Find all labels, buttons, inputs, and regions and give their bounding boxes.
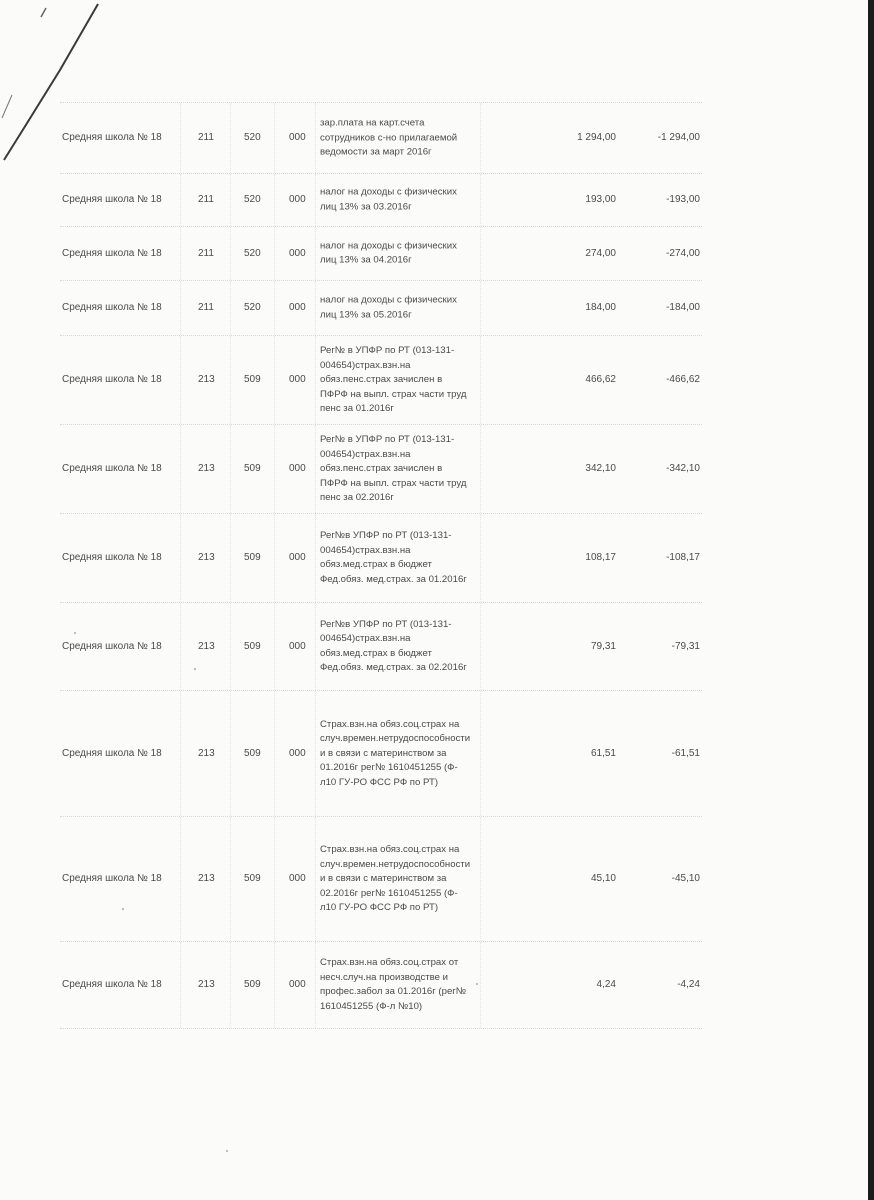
credit-amount: -1 294,00: [657, 131, 700, 143]
description-line: обяз.пенс.страх зачислен в: [320, 373, 443, 385]
column-divider: [274, 227, 275, 280]
description-line: лиц 13% за 04.2016г: [320, 254, 412, 266]
description-line: Рег№ в УПФР по РТ (013-131-: [320, 433, 455, 445]
table-row: [60, 281, 702, 336]
description-line: 004654)страх.взн.на: [320, 633, 411, 644]
code-kosgu: 211: [198, 247, 214, 259]
organization-name: Средняя школа № 18: [62, 978, 162, 990]
code-kosgu: 213: [198, 978, 215, 990]
column-divider: [274, 603, 275, 690]
table-row: [60, 103, 702, 174]
table-row: [60, 227, 702, 281]
description-line: Рег№ в УПФР по РТ (013-131-: [320, 344, 455, 356]
payment-description: [320, 116, 485, 160]
credit-amount: -4,24: [677, 978, 700, 990]
code-sub: 000: [289, 551, 306, 563]
code-account: 520: [244, 247, 261, 259]
debit-amount: 108,17: [585, 551, 616, 563]
scan-right-edge: [868, 0, 874, 1200]
column-divider: [315, 603, 316, 690]
column-divider: [180, 281, 181, 335]
column-divider: [274, 103, 275, 173]
code-kosgu: 211: [198, 131, 214, 143]
description-line: лиц 13% за 03.2016г: [320, 201, 412, 212]
description-line: налог на доходы с физических: [320, 186, 457, 198]
description-line: Рег№в УПФР по РТ (013-131-: [320, 530, 452, 541]
payment-description: [320, 843, 485, 916]
code-account: 520: [244, 193, 261, 205]
column-divider: [274, 691, 275, 816]
description-line: 004654)страх.взн.на: [320, 544, 411, 556]
column-divider: [230, 691, 231, 816]
table-row: [60, 425, 702, 514]
debit-amount: 274,00: [585, 247, 616, 259]
organization-name: Средняя школа № 18: [62, 131, 162, 143]
credit-amount: -193,00: [666, 193, 700, 205]
code-sub: 000: [289, 978, 306, 990]
description-line: ПФРФ на выпл. страх части труд: [320, 388, 467, 400]
description-line: обяз.мед.страх в бюджет: [320, 647, 432, 659]
column-divider: [274, 336, 275, 424]
code-account: 520: [244, 301, 261, 313]
debit-amount: 466,62: [585, 373, 616, 385]
column-divider: [274, 174, 275, 226]
description-line: Страх.взн.на обяз.соц.страх от: [320, 957, 459, 968]
scan-speck: [476, 983, 478, 985]
debit-amount: 4,24: [596, 978, 616, 990]
code-account: 509: [244, 551, 261, 563]
column-divider: [230, 336, 231, 424]
description-line: л10 ГУ-РО ФСС РФ по РТ): [320, 776, 439, 788]
credit-amount: -274,00: [666, 247, 700, 259]
organization-name: Средняя школа № 18: [62, 872, 162, 884]
column-divider: [230, 174, 231, 226]
column-divider: [180, 227, 181, 280]
column-divider: [180, 174, 181, 226]
column-divider: [230, 942, 231, 1028]
code-sub: 000: [289, 462, 306, 474]
column-divider: [315, 174, 316, 226]
column-divider: [315, 336, 316, 424]
organization-name: Средняя школа № 18: [62, 193, 162, 205]
column-divider: [230, 603, 231, 690]
column-divider: [315, 227, 316, 280]
column-divider: [274, 425, 275, 513]
credit-amount: -45,10: [671, 872, 700, 884]
column-divider: [274, 942, 275, 1028]
table-row: [60, 817, 702, 942]
description-line: обяз.пенс.страх зачислен в: [320, 462, 443, 474]
payment-description: [320, 239, 485, 268]
payment-description: [320, 618, 485, 676]
table-row: [60, 336, 702, 425]
code-sub: 000: [289, 640, 306, 652]
column-divider: [230, 817, 231, 941]
column-divider: [274, 514, 275, 602]
debit-amount: 184,00: [585, 301, 616, 313]
table-row: [60, 691, 702, 817]
description-line: Страх.взн.на обяз.соц.страх на: [320, 843, 460, 855]
organization-name: Средняя школа № 18: [62, 247, 162, 259]
column-divider: [230, 281, 231, 335]
description-line: л10 ГУ-РО ФСС РФ по РТ): [320, 901, 439, 913]
description-line: обяз.мед.страх в бюджет: [320, 559, 432, 570]
description-line: случ.времен.нетрудоспособности: [320, 732, 471, 744]
column-divider: [315, 103, 316, 173]
description-line: лиц 13% за 05.2016г: [320, 309, 412, 320]
debit-amount: 342,10: [585, 462, 616, 474]
description-line: Фед.обяз. мед.страх. за 02.2016г: [320, 662, 467, 673]
debit-amount: 45,10: [590, 872, 616, 884]
payment-description: [320, 344, 485, 417]
column-divider: [315, 817, 316, 941]
debit-amount: 193,00: [585, 193, 616, 205]
column-divider: [180, 942, 181, 1028]
code-kosgu: 213: [198, 373, 215, 385]
code-kosgu: 213: [198, 462, 215, 474]
debit-amount: 61,51: [590, 747, 616, 759]
credit-amount: -79,31: [671, 640, 700, 652]
column-divider: [315, 281, 316, 335]
organization-name: Средняя школа № 18: [62, 373, 162, 385]
code-account: 509: [244, 978, 261, 990]
code-sub: 000: [289, 247, 306, 259]
description-line: зар.плата на карт.счета: [320, 117, 425, 129]
organization-name: Средняя школа № 18: [62, 551, 162, 563]
scan-speck: [122, 908, 124, 910]
column-divider: [315, 691, 316, 816]
code-sub: 000: [289, 131, 306, 143]
description-line: ПФРФ на выпл. страх части труд: [320, 477, 467, 489]
description-line: и в связи с материнством за: [320, 872, 447, 884]
code-sub: 000: [289, 747, 306, 759]
column-divider: [230, 227, 231, 280]
column-divider: [180, 425, 181, 513]
code-account: 509: [244, 747, 261, 759]
column-divider: [180, 691, 181, 816]
organization-name: Средняя школа № 18: [62, 640, 162, 652]
description-line: и в связи с материнством за: [320, 747, 447, 759]
code-account: 520: [244, 131, 261, 143]
description-line: несч.случ.на производстве и: [320, 971, 449, 983]
debit-amount: 1 294,00: [577, 131, 616, 143]
code-account: 509: [244, 373, 261, 385]
column-divider: [180, 336, 181, 424]
column-divider: [274, 281, 275, 335]
scan-speck: [74, 632, 76, 634]
payment-description: [320, 717, 485, 790]
column-divider: [180, 514, 181, 602]
scan-speck: [194, 668, 196, 670]
table-row: [60, 514, 702, 603]
code-kosgu: 213: [198, 551, 215, 563]
code-sub: 000: [289, 872, 306, 884]
code-sub: 000: [289, 193, 306, 205]
table-row: [60, 603, 702, 691]
credit-amount: -466,62: [666, 373, 700, 385]
description-line: сотрудников с-но прилагаемой: [320, 131, 458, 143]
payment-description: [320, 529, 485, 587]
payment-description: [320, 186, 485, 215]
code-kosgu: 211: [198, 193, 214, 205]
description-line: Рег№в УПФР по РТ (013-131-: [320, 618, 452, 630]
code-kosgu: 213: [198, 747, 215, 759]
code-account: 509: [244, 640, 261, 652]
description-line: 004654)страх.взн.на: [320, 359, 411, 371]
organization-name: Средняя школа № 18: [62, 462, 162, 474]
description-line: Страх.взн.на обяз.соц.страх на: [320, 718, 460, 730]
organization-name: Средняя школа № 18: [62, 301, 162, 313]
column-divider: [180, 603, 181, 690]
column-divider: [230, 425, 231, 513]
code-account: 509: [244, 462, 261, 474]
description-line: пенс за 01.2016г: [320, 402, 394, 414]
column-divider: [315, 942, 316, 1028]
code-kosgu: 211: [198, 301, 214, 313]
scan-speck: [226, 1150, 228, 1152]
code-account: 509: [244, 872, 261, 884]
description-line: налог на доходы с физических: [320, 240, 457, 251]
description-line: 1610451255 (Ф-л №10): [320, 1000, 423, 1012]
credit-amount: -184,00: [666, 301, 700, 313]
description-line: случ.времен.нетрудоспособности: [320, 858, 471, 870]
description-line: 02.2016г рег№ 1610451255 (Ф-: [320, 887, 458, 899]
column-divider: [180, 817, 181, 941]
organization-name: Средняя школа № 18: [62, 747, 162, 759]
credit-amount: -61,51: [671, 747, 700, 759]
description-line: 004654)страх.взн.на: [320, 448, 411, 460]
column-divider: [274, 817, 275, 941]
column-divider: [315, 514, 316, 602]
payment-description: [320, 433, 485, 506]
code-kosgu: 213: [198, 872, 215, 884]
description-line: 01.2016г рег№ 1610451255 (Ф-: [320, 761, 458, 773]
column-divider: [230, 514, 231, 602]
description-line: ведомости за март 2016г: [320, 146, 432, 158]
column-divider: [315, 425, 316, 513]
ledger-table: [60, 102, 702, 1029]
description-line: Фед.обяз. мед.страх. за 01.2016г: [320, 573, 467, 585]
table-row: [60, 174, 702, 227]
description-line: налог на доходы с физических: [320, 294, 457, 306]
credit-amount: -108,17: [666, 551, 700, 563]
description-line: пенс за 02.2016г: [320, 491, 394, 503]
debit-amount: 79,31: [590, 640, 616, 652]
payment-description: [320, 956, 485, 1014]
column-divider: [180, 103, 181, 173]
column-divider: [230, 103, 231, 173]
payment-description: [320, 294, 485, 323]
code-kosgu: 213: [198, 640, 215, 652]
table-row: [60, 942, 702, 1029]
credit-amount: -342,10: [666, 462, 700, 474]
code-sub: 000: [289, 373, 306, 385]
description-line: профес.забол за 01.2016г (рег№: [320, 986, 467, 997]
code-sub: 000: [289, 301, 306, 313]
